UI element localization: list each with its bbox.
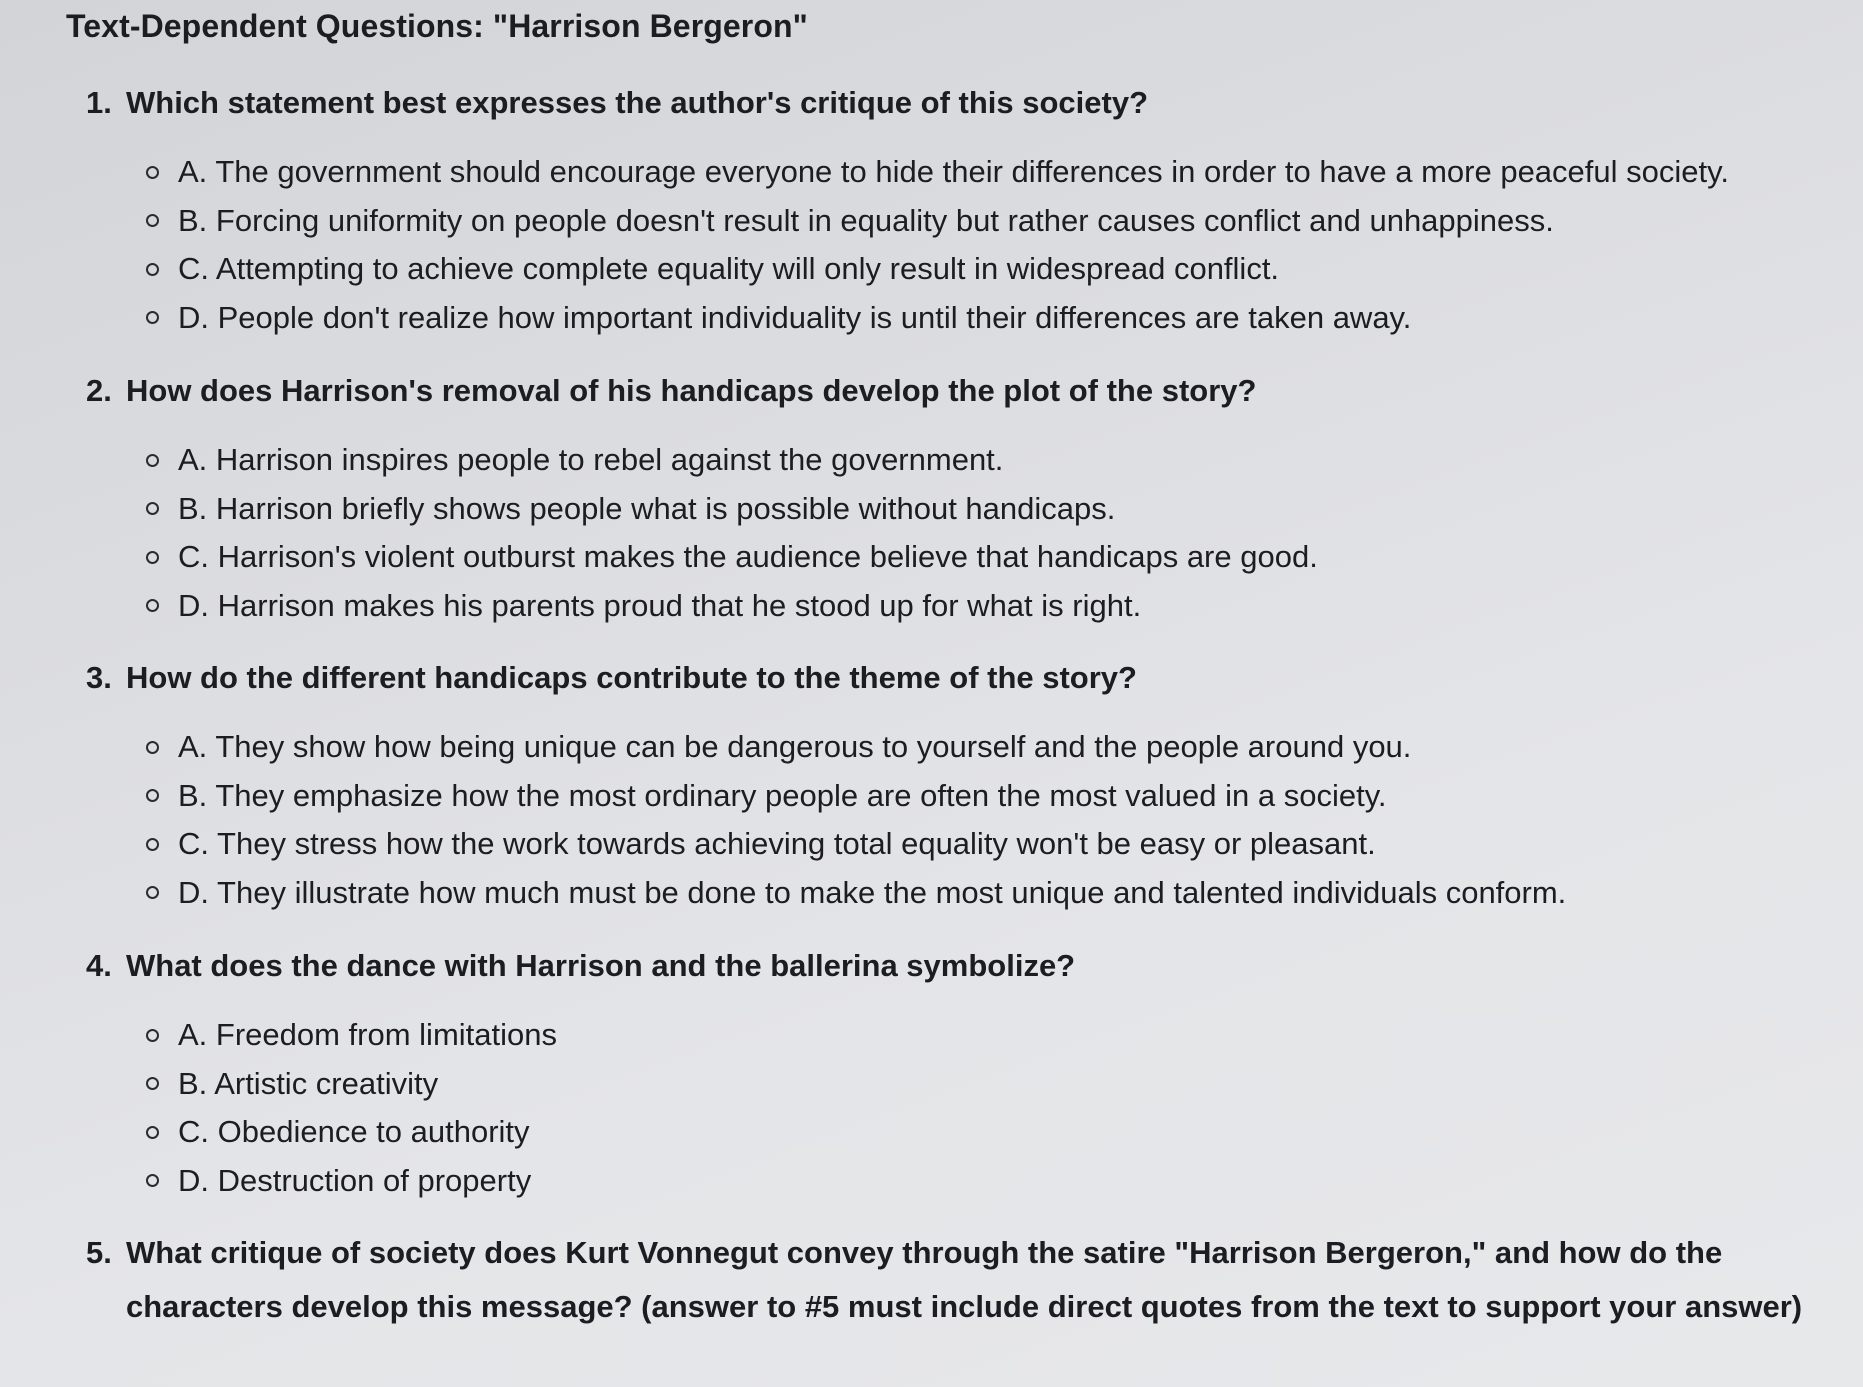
bullet-icon <box>146 886 159 899</box>
answer-option-c <box>146 245 1826 294</box>
bullet-icon <box>146 263 159 276</box>
bullet-icon <box>146 166 159 179</box>
answer-option-d <box>146 582 1826 631</box>
answer-option-b <box>146 772 1826 821</box>
answer-option-a <box>146 436 1826 485</box>
question-prompt: What does the dance with Harrison and the ballerina symbolize? <box>126 948 1076 983</box>
bullet-icon <box>146 502 159 515</box>
question-number: 4. <box>86 948 112 983</box>
question-text <box>86 939 1826 993</box>
bullet-icon <box>146 741 159 754</box>
question-text <box>86 364 1826 418</box>
answer-options <box>86 148 1826 342</box>
answer-options <box>86 723 1826 917</box>
bullet-icon <box>146 311 159 324</box>
answer-option-b <box>146 1060 1826 1109</box>
question-prompt: Which statement best expresses the author's critique of this society? <box>126 85 1149 120</box>
option-label: D. Harrison makes his parents proud that he stood up for what is right. <box>178 587 1142 623</box>
answer-option-b <box>146 197 1826 246</box>
answer-option-a <box>146 1011 1826 1060</box>
option-label: A. Freedom from limitations <box>178 1017 557 1052</box>
option-label: C. They stress how the work towards achieving total equality won't be easy or pleasant. <box>178 826 1376 861</box>
bullet-icon <box>146 454 159 467</box>
answer-option-d <box>146 1157 1826 1206</box>
option-label: B. They emphasize how the most ordinary people are often the most valued in a society. <box>178 777 1387 813</box>
bullet-icon <box>146 1126 159 1139</box>
question-3 <box>86 651 1826 917</box>
bullet-icon <box>146 838 159 851</box>
question-text <box>86 76 1826 130</box>
worksheet-title: Text-Dependent Questions: "Harrison Bergeron" <box>66 8 808 44</box>
option-label: B. Harrison briefly shows people what is possible without handicaps. <box>178 490 1116 526</box>
question-number: 5. <box>86 1235 112 1270</box>
answer-options <box>86 436 1826 630</box>
answer-option-c <box>146 1108 1826 1157</box>
option-label: B. Forcing uniformity on people doesn't result in equality but rather causes conflict and unhappiness. <box>178 202 1554 238</box>
question-1 <box>86 76 1826 342</box>
bullet-icon <box>146 214 159 227</box>
answer-option-d <box>146 294 1826 343</box>
answer-options <box>86 1011 1826 1205</box>
bullet-icon <box>146 1174 159 1187</box>
option-label: A. They show how being unique can be dangerous to yourself and the people around you. <box>178 729 1412 764</box>
option-label: C. Harrison's violent outburst makes the audience believe that handicaps are good. <box>178 539 1318 574</box>
option-label: D. They illustrate how much must be done to make the most unique and talented individuals conform. <box>178 874 1567 910</box>
option-label: C. Attempting to achieve complete equality will only result in widespread conflict. <box>178 251 1280 286</box>
question-prompt: What critique of society does Kurt Vonnegut convey through the satire "Harrison Bergeron," and how do the characters develop this message? (answer to #5 must include direct quotes from the text to support your answer) <box>126 1235 1803 1324</box>
question-prompt: How does Harrison's removal of his handicaps develop the plot of the story? <box>126 373 1257 408</box>
option-label: A. Harrison inspires people to rebel against the government. <box>178 442 1004 477</box>
question-4 <box>86 939 1826 1205</box>
question-prompt: How do the different handicaps contribute to the theme of the story? <box>126 660 1137 695</box>
bullet-icon <box>146 599 159 612</box>
question-2 <box>86 364 1826 630</box>
answer-option-a <box>146 148 1826 197</box>
option-label: A. The government should encourage everyone to hide their differences in order to have a more peaceful society. <box>178 154 1729 189</box>
question-number: 1. <box>86 85 112 120</box>
question-number: 3. <box>86 660 112 695</box>
answer-option-b <box>146 485 1826 534</box>
answer-option-c <box>146 820 1826 869</box>
question-text <box>86 1226 1826 1334</box>
bullet-icon <box>146 789 159 802</box>
answer-option-a <box>146 723 1826 772</box>
option-label: D. Destruction of property <box>178 1162 532 1198</box>
bullet-icon <box>146 1029 159 1042</box>
bullet-icon <box>146 551 159 564</box>
question-5 <box>86 1226 1826 1334</box>
option-label: D. People don't realize how important individuality is until their differences are taken away. <box>178 299 1412 335</box>
option-label: C. Obedience to authority <box>178 1114 530 1149</box>
bullet-icon <box>146 1077 159 1090</box>
option-label: B. Artistic creativity <box>178 1065 439 1101</box>
question-text <box>86 651 1826 705</box>
answer-option-c <box>146 533 1826 582</box>
answer-option-d <box>146 869 1826 918</box>
question-number: 2. <box>86 373 112 408</box>
